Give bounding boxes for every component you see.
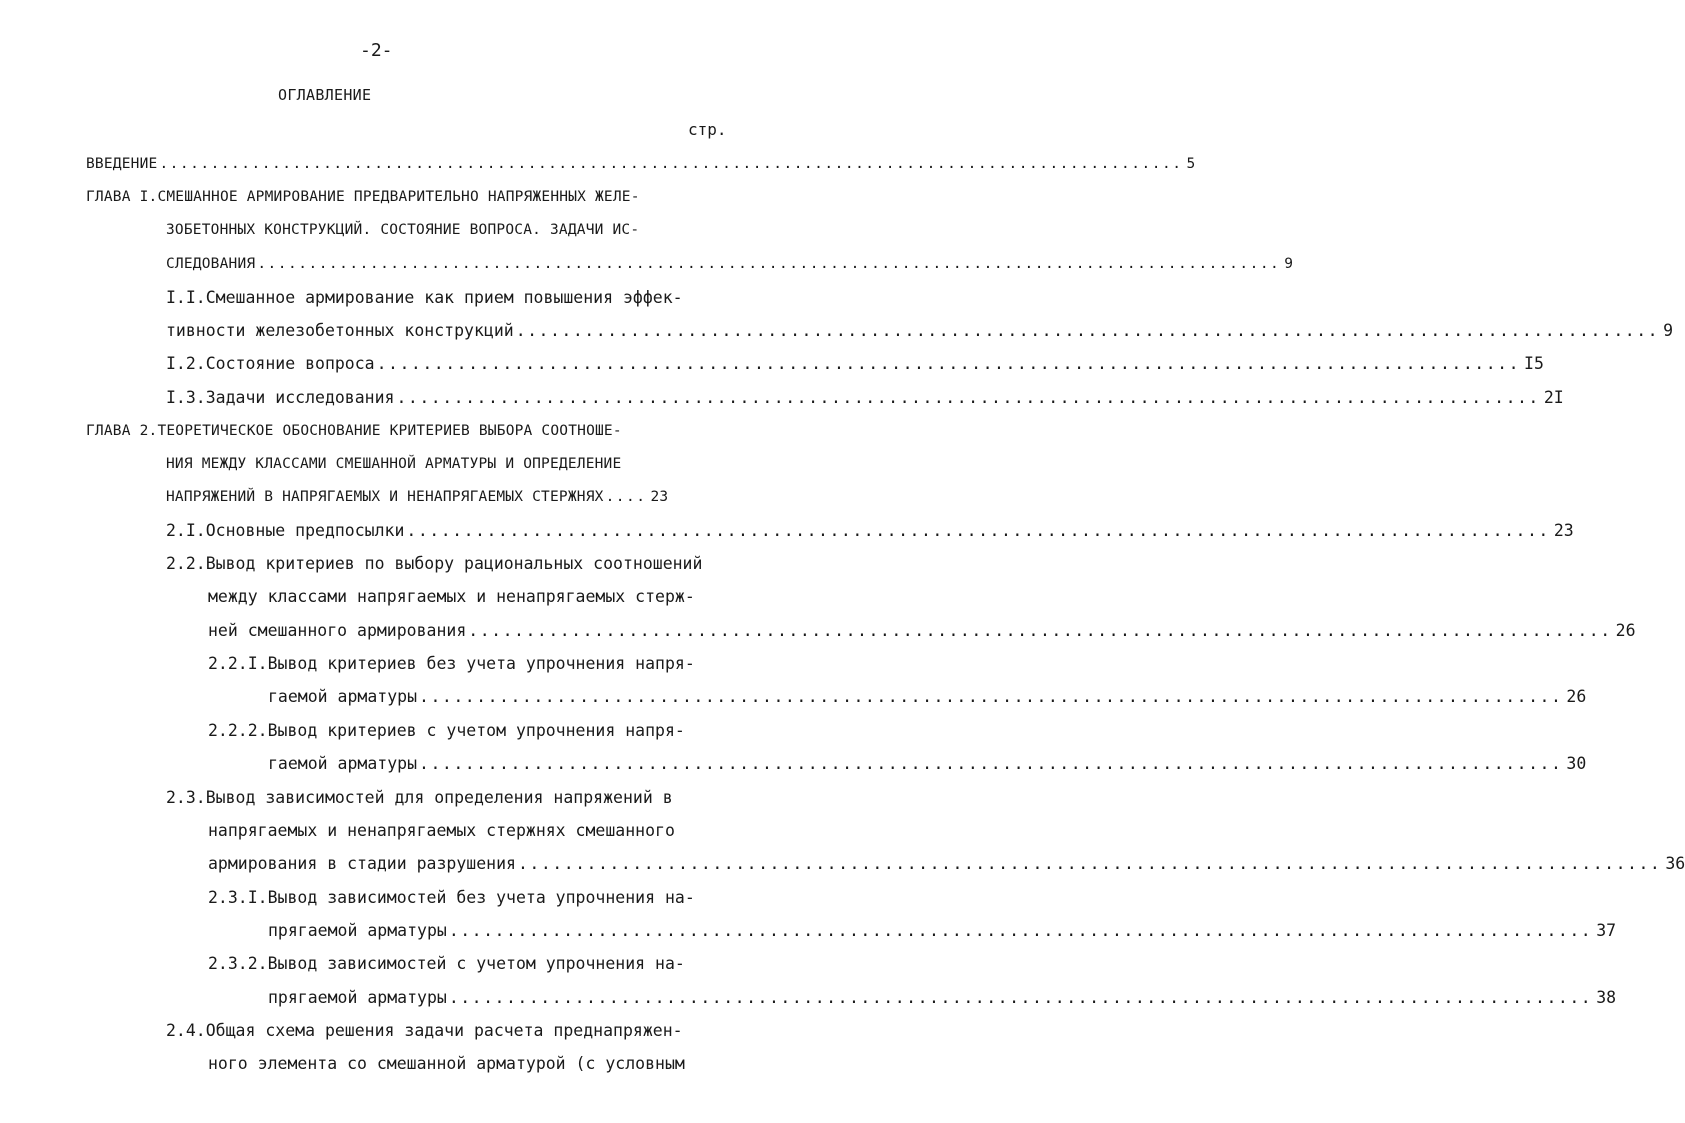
toc-entry-text: ного элемента со смешанной арматурой (с условным [208,1054,685,1073]
toc-page-number: 5 [1186,156,1196,172]
dot-leader: .................................................................................................... [468,621,1612,640]
dot-leader: .................................................................................................... [257,256,1281,272]
dot-leader: .................................................................................................... [376,354,1521,373]
page-number: -2- [360,40,393,61]
toc-line [208,653,722,675]
dot-leader: .................................................................................................... [159,156,1183,172]
dot-leader: .................................................................................................... [419,687,1563,706]
toc-entry-text: НАПРЯЖЕНИЙ В НАПРЯГАЕМЫХ И НЕНАПРЯГАЕМЫХ СТЕРЖНЯХ [166,489,604,505]
toc-entry-text: гаемой арматуры [268,754,418,773]
toc-entry-text: ГЛАВА 2.ТЕОРЕТИЧЕСКОЕ ОБОСНОВАНИЕ КРИТЕРИЕВ ВЫБОРА СООТНОШЕ- [86,423,622,439]
toc-page-number: 36 [1665,854,1685,873]
toc-entry-text: прягаемой арматуры [268,988,447,1007]
toc-line [86,186,722,208]
toc-line [166,486,736,508]
toc-line [166,553,722,575]
toc-entry-text: ней смешанного армирования [208,621,467,640]
toc-line [268,753,1587,775]
toc-entry-text: армирования в стадии разрушения [208,854,516,873]
toc-entry-text: тивности железобетонных конструкций [166,321,514,340]
toc-line [208,820,722,842]
toc-entry-text: 2.2.I.Вывод критериев без учета упрочнения напря- [208,654,695,673]
toc-title: ОГЛАВЛЕНИЕ [278,86,372,104]
toc-line [208,720,722,742]
toc-line [208,853,1685,875]
toc-entry-text: 2.3.Вывод зависимостей для определения напряжений в [166,788,673,807]
toc-line [166,287,722,309]
dot-leader: .................................................................................................... [515,321,1660,340]
toc-entry-text: НИЯ МЕЖДУ КЛАССАМИ СМЕШАННОЙ АРМАТУРЫ И ОПРЕДЕЛЕНИЕ [166,456,622,472]
dot-leader: .... [605,489,647,505]
dot-leader: .................................................................................................... [419,754,1563,773]
toc-entry-text: I.3.Задачи исследования [166,388,395,407]
toc-line [268,920,1617,942]
toc-line [268,686,1587,708]
toc-entry-text: напрягаемых и ненапрягаемых стержнях смешанного [208,821,675,840]
toc-line [86,153,1196,175]
toc-line [166,387,1564,409]
toc-line [208,1053,722,1075]
toc-page-number: 37 [1596,921,1617,940]
dot-leader: .................................................................................................... [396,388,1540,407]
toc-line [166,253,1294,275]
toc-line [166,1020,722,1042]
toc-line [166,520,1574,542]
toc-page-number: 23 [650,489,669,505]
dot-leader: .................................................................................................... [406,521,1550,540]
toc-entry-text: I.2.Состояние вопроса [166,354,375,373]
toc-line [208,586,722,608]
toc-line [86,420,722,442]
toc-page-number: I5 [1524,354,1544,373]
toc-entry-text: 2.3.I.Вывод зависимостей без учета упрочнения на- [208,888,695,907]
page-column-label: стр. [688,120,727,139]
toc-line [268,987,1617,1009]
toc-page-number: 23 [1553,521,1574,540]
toc-entry-text: I.I.Смешанное армирование как прием повышения эффек- [166,288,683,307]
toc-line [208,620,1636,642]
toc-entry-text: 2.2.Вывод критериев по выбору рациональных соотношений [166,554,703,573]
toc-page-number: 9 [1284,256,1294,272]
toc-entry-text: 2.3.2.Вывод зависимостей с учетом упрочнения на- [208,954,685,973]
toc-page-number: 9 [1663,321,1674,340]
toc-entry-text: между классами напрягаемых и ненапрягаемых стерж- [208,587,695,606]
toc-line [166,320,1674,342]
toc-page-number: 2I [1543,388,1564,407]
toc-entry-text: ЗОБЕТОННЫХ КОНСТРУКЦИЙ. СОСТОЯНИЕ ВОПРОСА. ЗАДАЧИ ИС- [166,222,640,238]
toc-page-number: 30 [1566,754,1587,773]
toc-entry-text: гаемой арматуры [268,687,418,706]
dot-leader: .................................................................................................... [517,854,1662,873]
dot-leader: .................................................................................................... [448,988,1593,1007]
toc-line [208,887,722,909]
toc-entry-text: ВВЕДЕНИЕ [86,156,158,172]
toc-line [166,453,722,475]
toc-entry-text: прягаемой арматуры [268,921,447,940]
toc-page-number: 38 [1596,988,1617,1007]
toc-line [166,353,1544,375]
toc-page-number: 26 [1566,687,1587,706]
dot-leader: .................................................................................................... [448,921,1593,940]
toc-entry-text: 2.2.2.Вывод критериев с учетом упрочнения напря- [208,721,685,740]
toc-entry-text: 2.I.Основные предпосылки [166,521,405,540]
toc-page-number: 26 [1615,621,1636,640]
toc-entry-text: 2.4.Общая схема решения задачи расчета преднапряжен- [166,1021,683,1040]
toc-line [166,787,722,809]
toc-line [166,219,722,241]
toc-entry-text: СЛЕДОВАНИЯ [166,256,256,272]
toc-entry-text: ГЛАВА I.СМЕШАННОЕ АРМИРОВАНИЕ ПРЕДВАРИТЕЛЬНО НАПРЯЖЕННЫХ ЖЕЛЕ- [86,189,640,205]
toc-line [208,953,722,975]
